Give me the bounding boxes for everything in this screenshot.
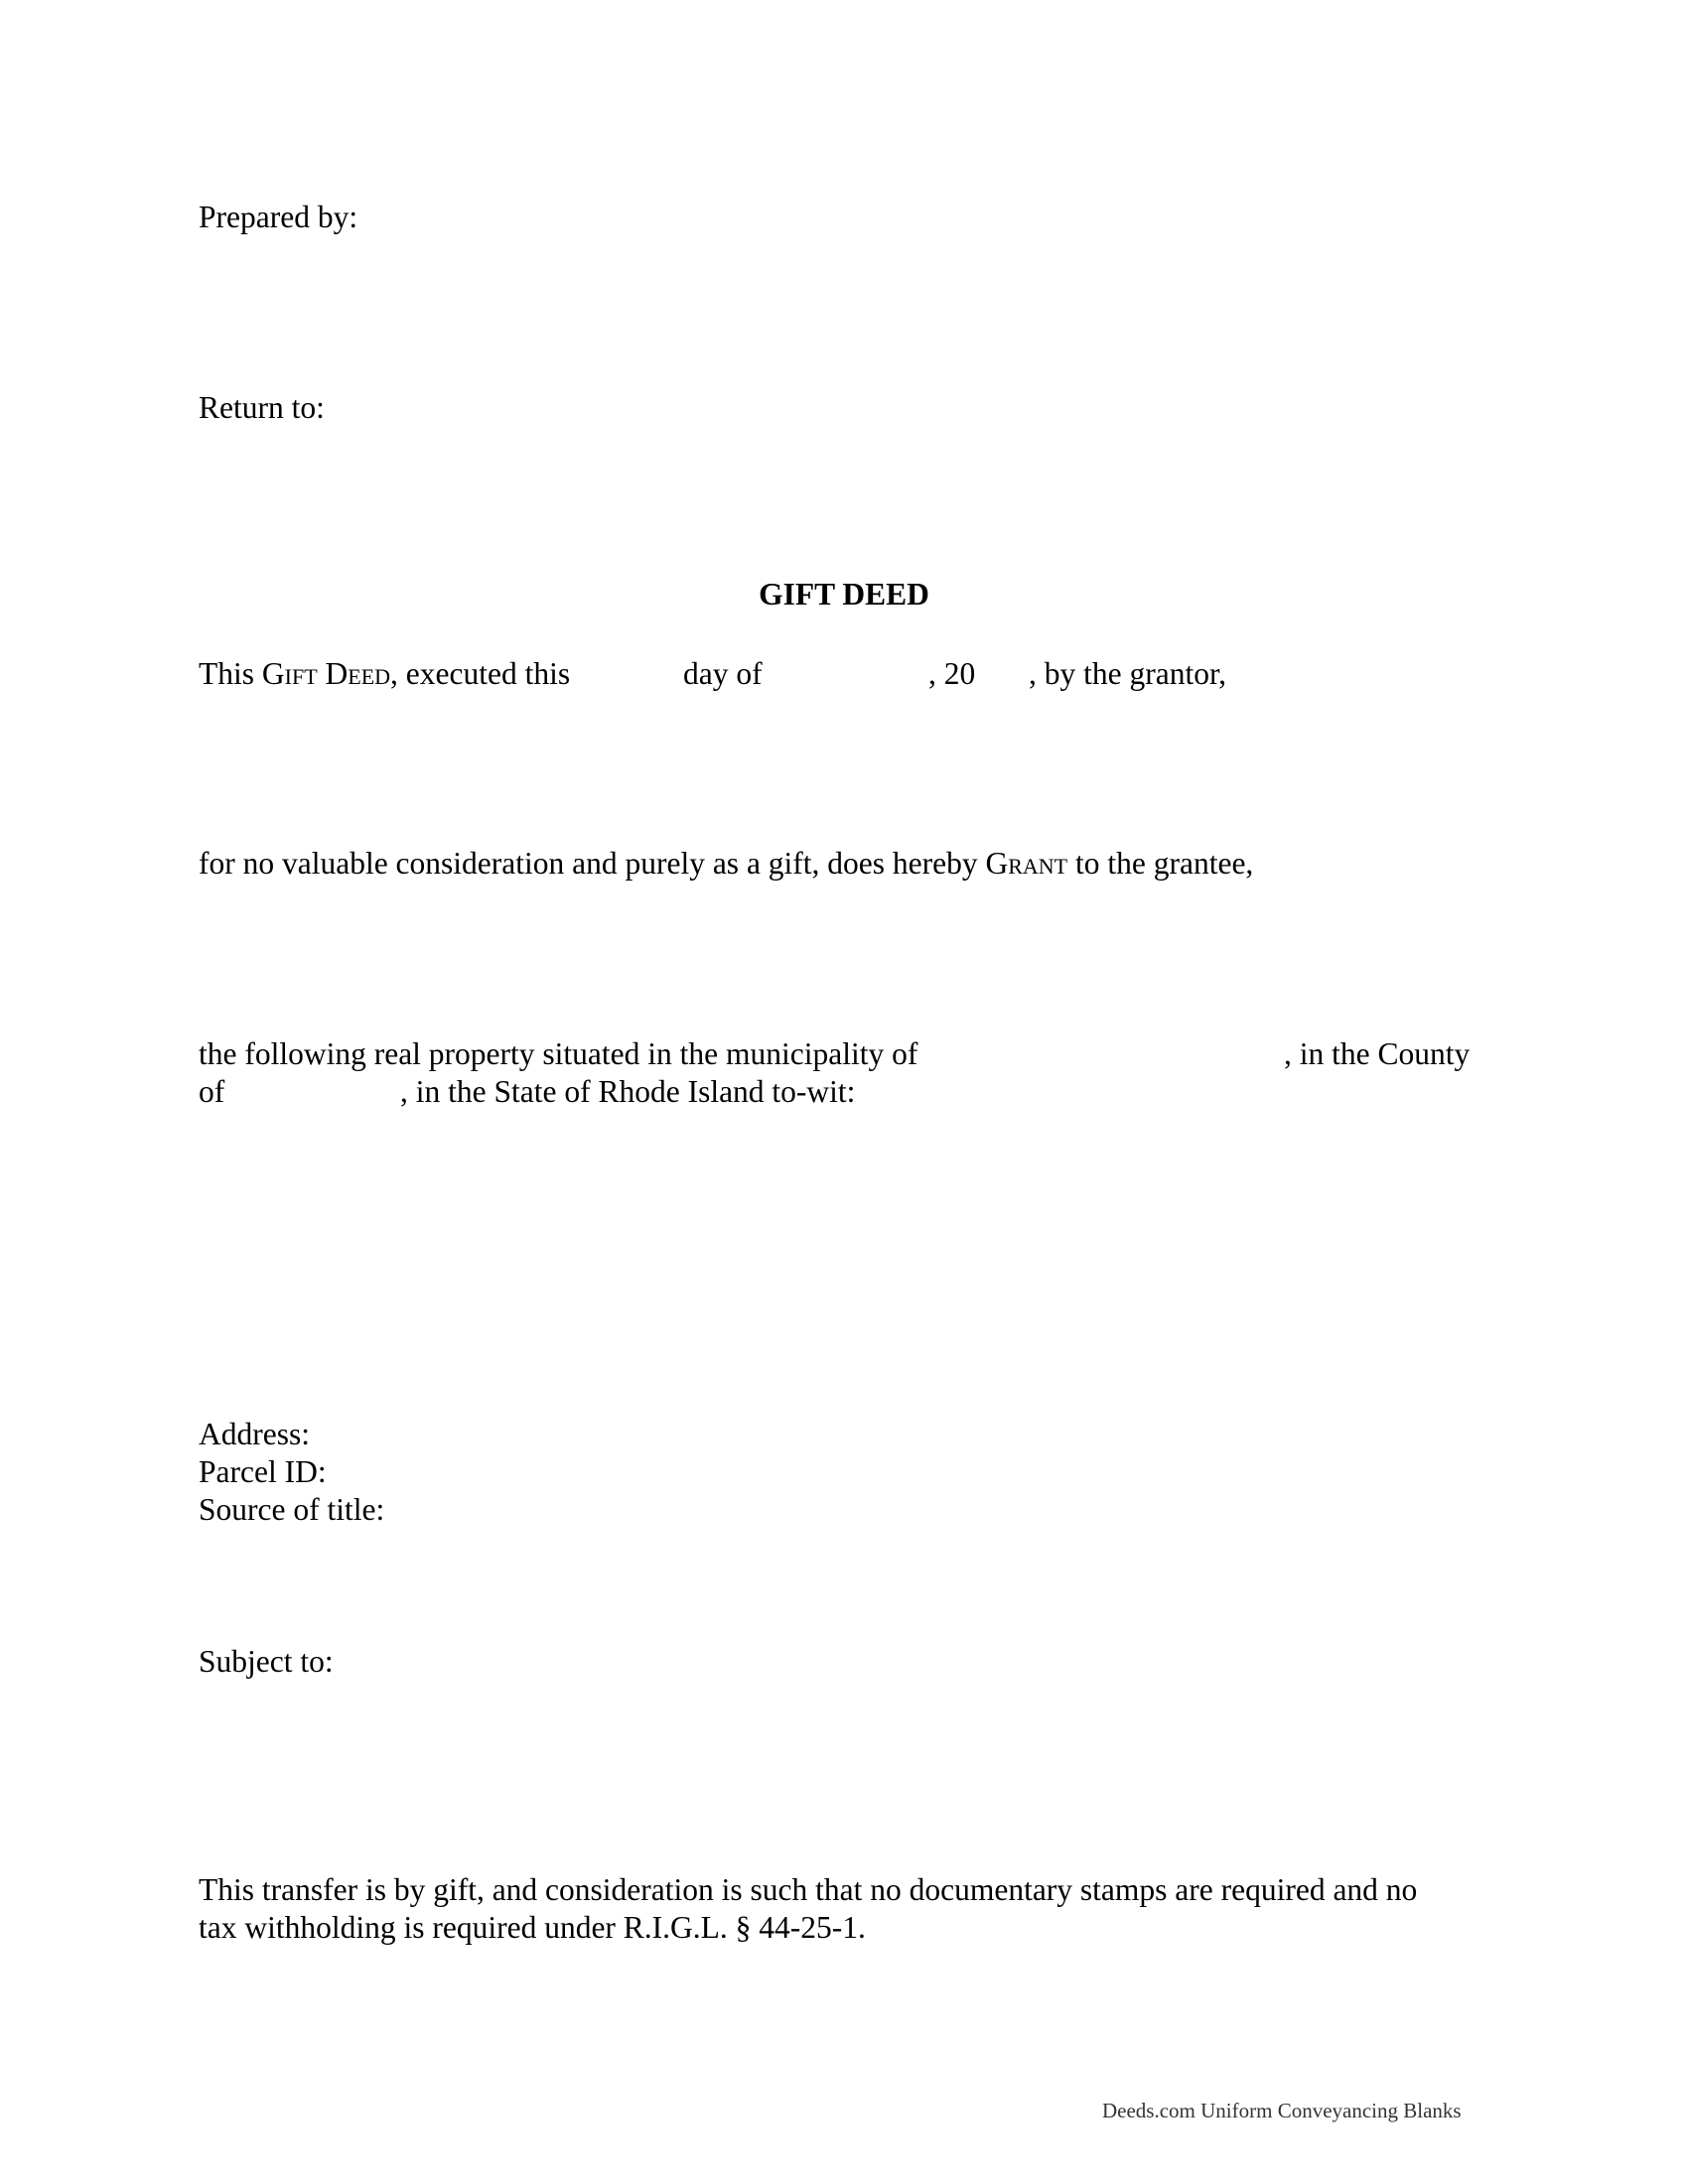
execution-line-start: This Gift Deed, executed this [199,656,571,691]
transfer-statement-line-2: tax withholding is required under R.I.G.L. § 44-25-1. [199,1910,866,1945]
year-text: , 20 [928,656,976,691]
grantor-text: , by the grantor, [1029,656,1227,691]
of-text: of [199,1074,225,1109]
state-text: , in the State of Rhode Island to-wit: [400,1074,856,1109]
parcel-id-label: Parcel ID: [199,1454,327,1489]
transfer-statement-line-1: This transfer is by gift, and consideration is such that no documentary stamps are required and no [199,1872,1418,1907]
transfer-statement [199,1871,1489,1947]
property-description [199,1035,1489,1111]
county-text: , in the County [1284,1036,1471,1071]
source-of-title-label: Source of title: [199,1492,385,1527]
day-of-text: day of [683,656,763,691]
grant-line: for no valuable consideration and purely as a gift, does hereby Grant to the grantee, [199,846,1254,881]
address-label: Address: [199,1417,310,1451]
execution-line [199,655,1489,693]
document-title: GIFT DEED [759,577,929,612]
prepared-by-label: Prepared by: [199,200,358,234]
municipality-text: the following real property situated in the municipality of [199,1036,918,1071]
return-to-label: Return to: [199,390,325,425]
property-fields [199,1416,1489,1529]
subject-to-label: Subject to: [199,1644,334,1679]
grant-term: Grant [985,846,1068,881]
gift-deed-term: Gift Deed [261,656,391,691]
footer-credit: Deeds.com Uniform Conveyancing Blanks [1102,2099,1462,2122]
